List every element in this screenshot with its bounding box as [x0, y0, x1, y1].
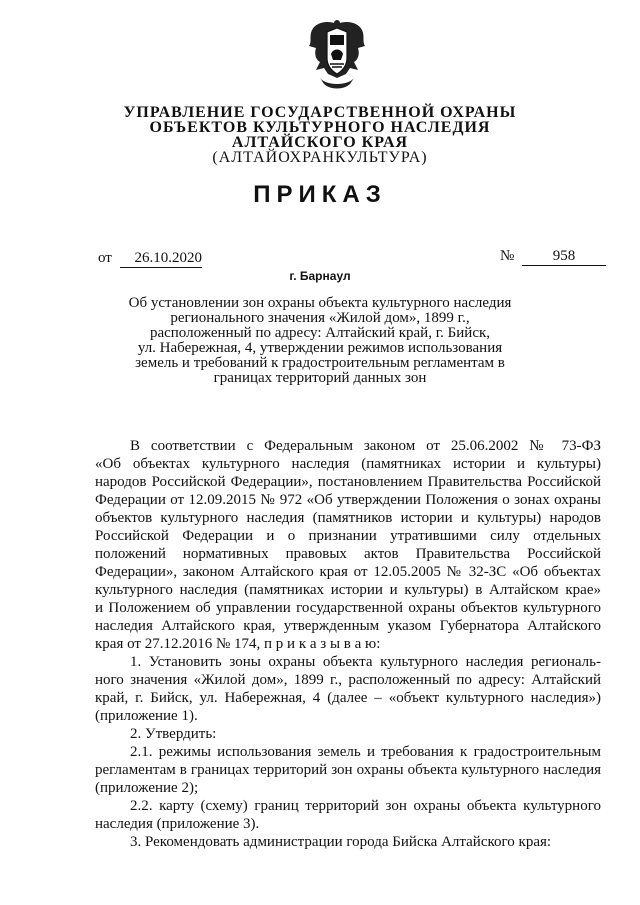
- body-line: (приложение 1).: [95, 708, 198, 724]
- subject-line: Об установлении зон охраны объекта культурного наследия: [128, 295, 512, 311]
- document-title: ПРИКАЗ: [253, 181, 387, 208]
- subject-line: ул. Набережная, 4, утверждении режимов использования: [137, 340, 503, 356]
- body-line: Федерации», законом Алтайского края от 12.05.2005 № 32-ЗС «Об объектах: [95, 564, 601, 580]
- subject-line: расположенный по адресу: Алтайский край, г. Бийск,: [149, 325, 491, 341]
- body-line: наследия Алтайского края, утвержденным указом Губернатора Алтайского: [95, 618, 601, 634]
- body-line: «Об объектах культурного наследия (памятниках истории и культуры): [95, 456, 601, 472]
- body-line: 1. Установить зоны охраны объекта культурного наследия региональ-: [130, 654, 601, 670]
- body-line: наследия (приложение 3).: [95, 816, 260, 832]
- body-line: 2.1. режимы использования земель и требования к градостроительным: [130, 744, 601, 760]
- body-line: объектов культурного наследия (памятников истории и культуры) народов: [95, 510, 601, 526]
- body-line: 2.2. карту (схему) границ территорий зон охраны объекта культурного: [130, 798, 601, 814]
- body-line: 2. Утвердить:: [130, 726, 217, 742]
- body-line: В соответствии с Федеральным законом от 25.06.2002 № 73-ФЗ: [130, 438, 601, 454]
- subject-line: земель и требований к градостроительным регламентам в: [135, 355, 505, 371]
- body-line: культурного наследия (памятниках истории и культуры) в Алтайском крае»: [95, 582, 601, 598]
- date-label: от: [98, 250, 112, 266]
- city: г. Барнаул: [289, 269, 351, 283]
- body-line: ного значения «Жилой дом», 1899 г., расположенный по адресу: Алтайский: [95, 672, 601, 688]
- document-number: 958: [522, 248, 606, 266]
- body-line: народов Российской Федерации», постановлением Правительства Российской: [95, 474, 601, 490]
- agency-name-line-2: ОБЪЕКТОВ КУЛЬТУРНОГО НАСЛЕДИЯ: [149, 119, 491, 136]
- subject-line: регионального значения «Жилой дом», 1899 г.,: [170, 310, 470, 326]
- body-line: (приложение 2);: [95, 780, 199, 796]
- document-date: 26.10.2020: [120, 250, 202, 268]
- body-line: края от 27.12.2016 № 174, п р и к а з ы в а ю:: [95, 636, 381, 652]
- agency-name-line-3: АЛТАЙСКОГО КРАЯ: [231, 134, 409, 151]
- body-line: регламентам в границах территорий зон охраны объекта культурного наследия: [95, 762, 601, 778]
- body-line: 3. Рекомендовать администрации города Бийска Алтайского края:: [130, 834, 552, 850]
- coat-of-arms-emblem: [306, 18, 368, 92]
- body-line: Российской Федерации и о признании утратившими силу отдельных: [95, 528, 601, 544]
- subject-line: границах территорий данных зон: [213, 370, 427, 386]
- agency-name-line-1: УПРАВЛЕНИЕ ГОСУДАРСТВЕННОЙ ОХРАНЫ: [123, 104, 517, 121]
- number-label: №: [500, 248, 515, 264]
- agency-short-name: (АЛТАЙОХРАНКУЛЬТУРА): [212, 149, 428, 166]
- body-line: и Положением об управлении государственной охраны объектов культурного: [95, 600, 601, 616]
- body-line: край, г. Бийск, ул. Набережная, 4 (далее – «объект культурного наследия»): [95, 690, 601, 706]
- body-line: положений нормативных правовых актов Правительства Российской: [95, 546, 601, 562]
- body-line: Федерации от 12.09.2015 № 972 «Об утверждении Положения о зонах охраны: [95, 492, 601, 508]
